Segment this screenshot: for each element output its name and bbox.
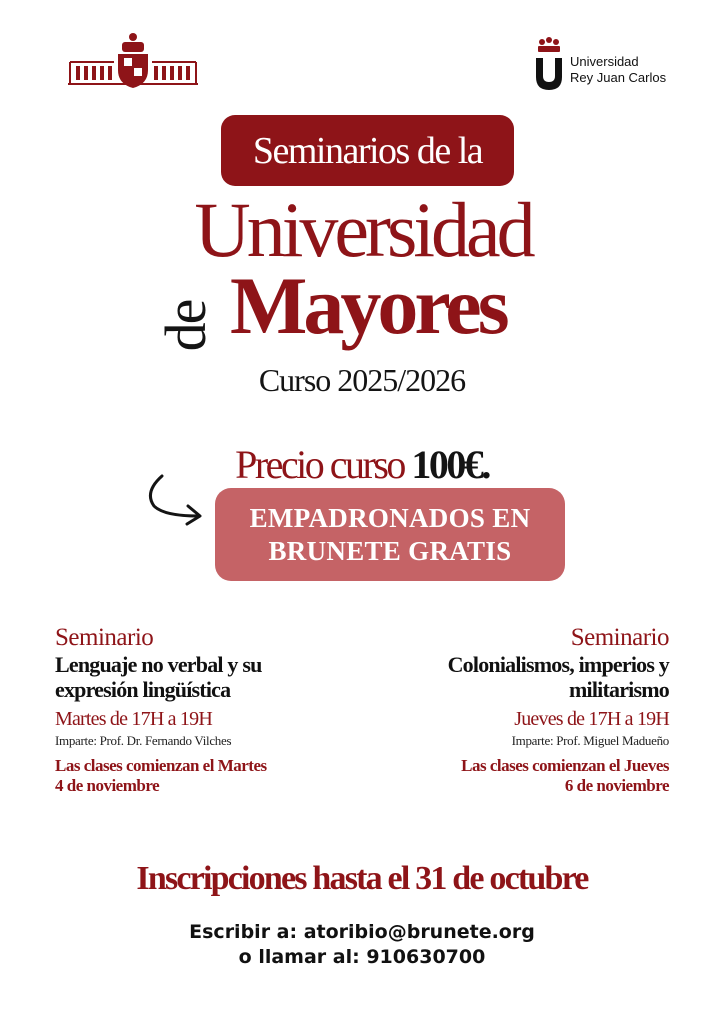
urjc-name (570, 54, 666, 86)
seminar-start (360, 756, 669, 796)
curved-arrow-icon (140, 470, 210, 530)
seminar-card-left (55, 624, 355, 796)
seminar-schedule: Jueves de 17H a 19H (514, 708, 669, 730)
price-amount: 100€. (411, 442, 489, 487)
seminar-kicker: Seminario (570, 624, 669, 651)
contact-email: Escribir a: atoribio@brunete.org (189, 921, 535, 943)
registration-deadline: Inscripciones hasta el 31 de octubre (136, 860, 588, 897)
free-registration-pill (215, 488, 565, 581)
seminar-title-line2: militarismo (569, 677, 669, 702)
seminar-title-line1: Colonialismos, imperios y (447, 652, 669, 677)
seminar-start-line1: Las clases comienzan el Martes (55, 756, 267, 775)
seminar-card-right (360, 624, 669, 796)
contact-info (100, 920, 624, 970)
course-year: Curso 2025/2026 (258, 362, 466, 398)
seminar-start-line2: 6 de noviembre (564, 776, 669, 795)
seminar-schedule: Martes de 17H a 19H (55, 708, 212, 730)
brunete-coat-of-arms-icon (66, 32, 200, 90)
seminar-start-line2: 4 de noviembre (55, 776, 160, 795)
urjc-logo-icon (532, 36, 564, 92)
seminar-teacher: Imparte: Prof. Miguel Madueño (511, 733, 669, 748)
contact-phone: o llamar al: 910630700 (238, 946, 486, 968)
urjc-name-line2: Rey Juan Carlos (570, 70, 667, 85)
seminar-start-line1: Las clases comienzan el Jueves (461, 756, 669, 775)
seminar-kicker: Seminario (55, 624, 154, 651)
seminars-header-pill: Seminarios de la (221, 115, 514, 186)
urjc-logo (532, 36, 682, 96)
seminar-start (55, 756, 355, 796)
title-universidad: Universidad (194, 186, 532, 273)
free-line-1: EMPADRONADOS EN (249, 502, 531, 533)
price-label: Precio curso (235, 442, 404, 487)
free-line-2: BRUNETE GRATIS (268, 535, 512, 566)
title-de: de (153, 300, 218, 352)
seminar-title-line1: Lenguaje no verbal y su (55, 652, 262, 677)
seminar-title-line2: expresión lingüística (55, 677, 231, 702)
urjc-name-line1: Universidad (570, 54, 639, 69)
seminar-teacher: Imparte: Prof. Dr. Fernando Vilches (55, 733, 232, 748)
price-line (160, 440, 564, 490)
title-mayores: Mayores (230, 260, 506, 351)
